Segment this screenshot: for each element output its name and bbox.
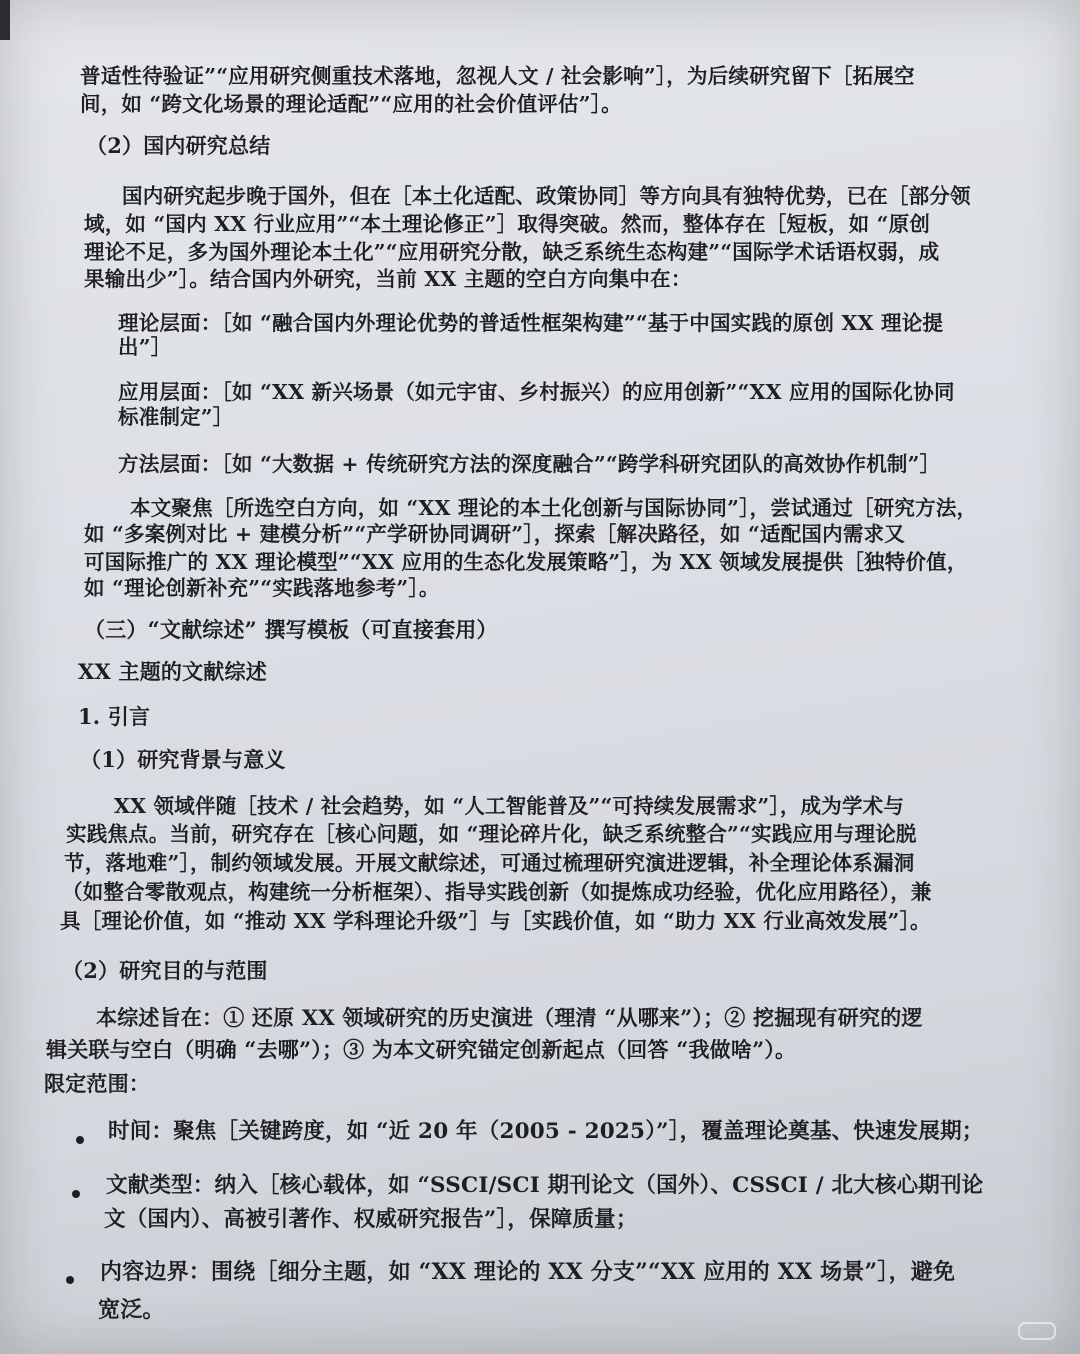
text-line: 内容边界：围绕［细分主题，如 “XX 理论的 XX 分支”“XX 应用的 XX 场景”］，避免	[100, 1259, 956, 1285]
text-line: （如整合零散观点，构建统一分析框架）、指导实践创新（如提炼成功经验，优化应用路径），兼	[62, 880, 932, 904]
text-line: 限定范围：	[44, 1071, 150, 1096]
text-line: 文献类型：纳入［核心载体，如 “SSCI/SCI 期刊论文（国外）、CSSCI / 北大核心期刊论	[106, 1173, 984, 1198]
section-heading: （2）国内研究总结	[86, 133, 271, 158]
text-line: 国内研究起步晚于国外，但在［本土化适配、政策协同］等方向具有独特优势，已在［部分领	[122, 184, 971, 208]
text-line: XX 领域伴随［技术 / 社会趋势，如 “人工智能普及”“可持续发展需求”］，成为学术与	[114, 794, 905, 818]
text-line: 标准制定”］	[118, 405, 234, 429]
bullet-dot	[66, 1276, 74, 1284]
text-line: 出”］	[118, 335, 172, 359]
text-line: 可国际推广的 XX 理论模型”“XX 应用的生态化发展策略”］，为 XX 领域发展提供［独特价值，	[84, 550, 968, 574]
text-line: 本文聚焦［所选空白方向，如 “XX 理论的本土化创新与国际协同”］，尝试通过［研究方法，	[130, 496, 978, 520]
text-line: 实践焦点。当前，研究存在［核心问题，如 “理论碎片化，缺乏系统整合”“实践应用与理论脱	[66, 822, 917, 846]
text-line: 具［理论价值，如 “推动 XX 学科理论升级”］与［实践价值，如 “助力 XX 行业高效发展”］。	[60, 909, 931, 933]
text-line: 辑关联与空白（明确 “去哪”）；③ 为本文研究锚定创新起点（回答 “我做啥”）。	[46, 1037, 797, 1062]
text-line: 果输出少”］。结合国内外研究，当前 XX 主题的空白方向集中在：	[84, 267, 692, 291]
text-line: 宽泛。	[98, 1297, 165, 1323]
watermark-badge	[1018, 1322, 1056, 1340]
text-line: 如 “多案例对比 + 建模分析”“产学研协同调研”］，探索［解决路径，如 “适配国内需求又	[84, 522, 905, 546]
text-line: 理论层面：［如 “融合国内外理论优势的普适性框架构建”“基于中国实践的原创 XX 理论提	[118, 311, 944, 335]
text-line: 普适性待验证”“应用研究侧重技术落地，忽视人文 / 社会影响”］，为后续研究留下［拓展空	[80, 64, 915, 88]
text-line: 时间：聚焦［关键跨度，如 “近 20 年（2005 - 2025）”］，覆盖理论奠基、快速发展期；	[108, 1119, 984, 1144]
text-line: 理论不足，多为国外理论本土化”“应用研究分散，缺乏系统生态构建”“国际学术话语权弱，成	[84, 240, 940, 264]
corner-shadow	[0, 0, 10, 40]
section-heading: （2）研究目的与范围	[62, 958, 268, 983]
section-heading: 1. 引言	[78, 704, 151, 729]
text-line: 间，如 “跨文化场景的理论适配”“应用的社会价值评估”］。	[80, 92, 622, 116]
text-line: 方法层面：［如 “大数据 + 传统研究方法的深度融合”“跨学科研究团队的高效协作机制”］	[118, 452, 941, 476]
bullet-dot	[72, 1190, 80, 1198]
text-line: 文（国内）、高被引著作、权威研究报告”］，保障质量；	[104, 1207, 638, 1232]
section-heading: （三）“文献综述” 撰写模板（可直接套用）	[84, 617, 498, 642]
text-line: 域，如 “国内 XX 行业应用”“本土理论修正”］取得突破。然而，整体存在［短板，如 “原创	[84, 212, 931, 236]
text-line: 本综述旨在：① 还原 XX 领域研究的历史演进（理清 “从哪来”）；② 挖掘现有研究的逻	[96, 1005, 923, 1030]
document-title: XX 主题的文献综述	[78, 659, 267, 684]
text-line: 如 “理论创新补充”“实践落地参考”］。	[84, 576, 440, 600]
text-line: 应用层面：［如 “XX 新兴场景（如元宇宙、乡村振兴）的应用创新”“XX 应用的国际化协同	[118, 380, 955, 404]
text-line: 节，落地难”］，制约领域发展。开展文献综述，可通过梳理研究演进逻辑，补全理论体系漏洞	[64, 851, 915, 875]
bullet-dot	[76, 1136, 84, 1144]
section-heading: （1）研究背景与意义	[80, 747, 286, 772]
